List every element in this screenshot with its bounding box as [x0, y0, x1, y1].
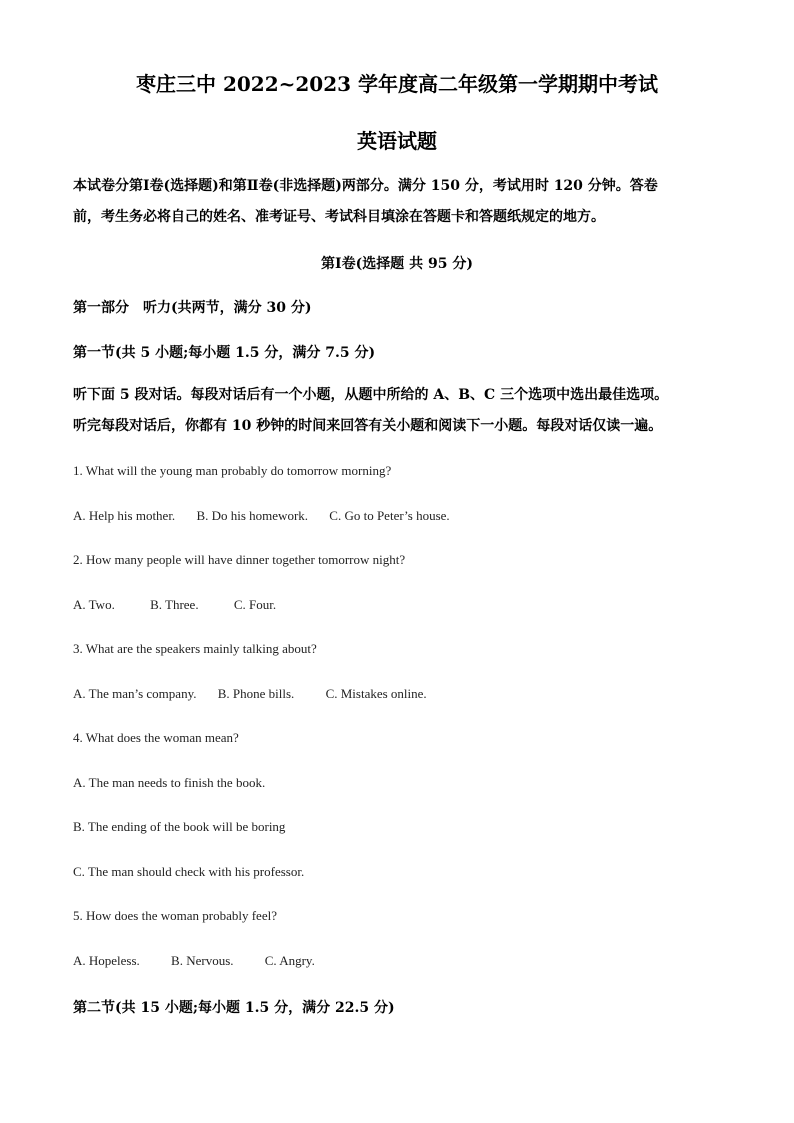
question-1-option-a: A. Help his mother. — [73, 508, 176, 523]
question-2-option-c: C. Four. — [233, 597, 277, 612]
exam-subtitle: 英语试题 — [357, 129, 437, 153]
intro-paragraph — [73, 171, 728, 233]
question-5-options — [73, 953, 333, 969]
question-4-option-a: A. The man needs to finish the book. — [73, 775, 266, 790]
question-2-option-a: A. Two. — [73, 597, 115, 612]
exam-title: 枣庄三中 2022~2023 学年度高二年级第一学期期中考试 — [135, 72, 658, 96]
question-3-option-c: C. Mistakes online. — [325, 686, 427, 701]
intro-line-1: 本试卷分第Ⅰ卷(选择题)和第Ⅱ卷(非选择题)两部分。满分 150 分，考试用时 120 分钟。答卷 — [73, 178, 658, 194]
question-3-options — [73, 686, 445, 702]
question-1-option-c: C. Go to Peter’s house. — [329, 508, 450, 523]
question-4-option-c: C. The man should check with his professor. — [73, 864, 305, 879]
section1-instructions — [73, 380, 728, 442]
instruction-line-1: 听下面 5 段对话。每段对话后有一个小题，从题中所给的 A、B、C 三个选项中选出最佳选项。 — [73, 387, 669, 403]
question-3-option-a: A. The man’s company. — [73, 686, 197, 701]
question-5-option-b: B. Nervous. — [171, 953, 234, 968]
question-5-option-a: A. Hopeless. — [73, 953, 140, 968]
question-1-options — [73, 508, 468, 524]
question-2-options — [73, 597, 294, 613]
part1-heading: 第一部分 听力(共两节，满分 30 分) — [73, 300, 312, 316]
question-5-stem: 5. How does the woman probably feel? — [73, 908, 277, 923]
question-3-option-b: B. Phone bills. — [217, 686, 295, 701]
question-4-option-b: B. The ending of the book will be boring — [73, 819, 286, 834]
section2-heading: 第二节(共 15 小题;每小题 1.5 分，满分 22.5 分) — [73, 1000, 395, 1016]
instruction-line-2: 听完每段对话后，你都有 10 秒钟的时间来回答有关小题和阅读下一小题。每段对话仅读一遍。 — [73, 418, 663, 434]
question-2-stem: 2. How many people will have dinner together tomorrow night? — [73, 552, 406, 567]
volume-heading: 第Ⅰ卷(选择题 共 95 分) — [321, 256, 473, 272]
question-3-stem: 3. What are the speakers mainly talking about? — [73, 641, 317, 656]
section1-heading: 第一节(共 5 小题;每小题 1.5 分，满分 7.5 分) — [73, 345, 376, 361]
intro-line-2: 前，考生务必将自己的姓名、准考证号、考试科目填涂在答题卡和答题纸规定的地方。 — [73, 209, 605, 225]
question-2-option-b: B. Three. — [150, 597, 199, 612]
question-1-option-b: B. Do his homework. — [196, 508, 309, 523]
question-4-stem: 4. What does the woman mean? — [73, 730, 239, 745]
question-5-option-c: C. Angry. — [264, 953, 315, 968]
question-1-stem: 1. What will the young man probably do tomorrow morning? — [73, 463, 392, 478]
